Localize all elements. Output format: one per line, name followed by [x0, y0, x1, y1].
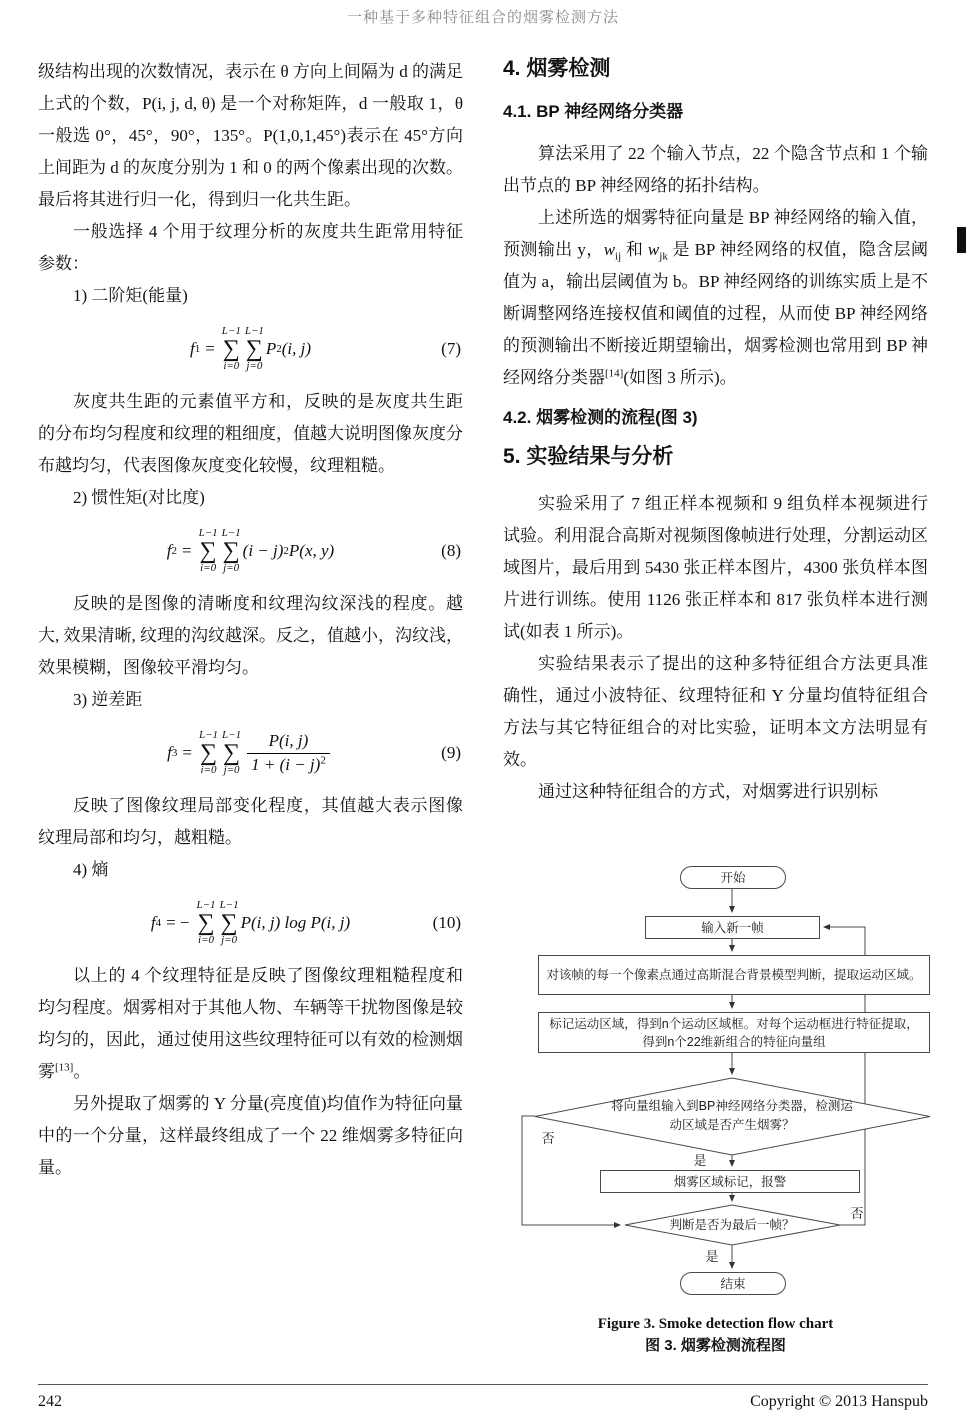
- flow-input-frame-node: 输入新一帧: [645, 916, 820, 939]
- sum-operator: L−1 ∑ j=0: [219, 898, 239, 947]
- page-footer: [38, 1384, 928, 1411]
- paragraph: 以上的 4 个纹理特征是反映了图像纹理粗糙程度和均匀程度。烟雾相对于其他人物、车辆等干扰物图像是较均匀的，因此，通过使用这些纹理特征可以有效的检测烟雾[13]。: [38, 966, 463, 1081]
- equation-body: f 2 = L−1 ∑ i=0 L−1 ∑ j=0 (i − j) 2 P(x, y): [166, 526, 335, 575]
- page-number: 242: [38, 1393, 62, 1410]
- paragraph: 反映的是图像的清晰度和纹理沟纹深浅的程度。越大, 效果清晰, 纹理的沟纹越深。反之，值越小，沟纹浅，效果模糊，图像较平滑均匀。: [38, 594, 463, 677]
- flow-background-model-node: 对该帧的每一个像素点通过高斯混合背景模型判断，提取运动区域。: [538, 955, 930, 995]
- citation-13: [13]: [55, 1061, 74, 1074]
- sum-operator: L−1 ∑ i=0: [198, 526, 218, 575]
- label-no-smoke: 否: [541, 1131, 555, 1146]
- formula-entropy: [38, 894, 463, 952]
- paragraph: 实验结果表示了提出的这种多特征组合方法更具准确性，通过小波特征、纹理特征和 Y 分量均值特征组合方法与其它特征组合的对比实验，证明本文方法明显有效。: [503, 654, 928, 769]
- citation-14: [14]: [605, 367, 624, 380]
- paragraph: 通过这种特征组合的方式，对烟雾进行识别标: [538, 782, 878, 801]
- equation-body: f 4 = − L−1 ∑ i=0 L−1 ∑ j=0 P(i, j) log P(i, j): [150, 898, 351, 947]
- section-heading-4-2: 4.2. 烟雾检测的流程(图 3): [503, 408, 698, 427]
- paragraph: 反映了图像纹理局部变化程度，其值越大表示图像纹理局部和均匀，越粗糙。: [38, 796, 463, 847]
- equation-number: (7): [441, 339, 461, 358]
- list-item-energy: 1) 二阶矩(能量): [73, 286, 188, 305]
- equation-number: (10): [432, 913, 461, 932]
- list-item-entropy: 4) 熵: [73, 860, 109, 879]
- equation-number: (9): [441, 743, 461, 762]
- paragraph: 级结构出现的次数情况，表示在 θ 方向上间隔为 d 的满足上式的个数，P(i, j, d, θ) 是一个对称矩阵，d 一般取 1，θ 一般选 0°，45°，90°，135°。P(1,0,1,45°)表示在 45°方向上间距为 d 的灰度分别为 1 和 0 的两个像素出现的次数。最后将其进行归一化，得到归一化共生距。: [38, 62, 463, 209]
- paragraph: 上述所选的烟雾特征向量是 BP 神经网络的输入值，预测输出 y，$w_{ij}$ 和 $w_{jk}$ 是 BP 神经网络的权值，隐含层阈值为 a，输出层阈值为 b。BP 神经网络的训练实质上是不断调整网络连接权值和阈值的过程，从而使 BP 神经网络的预测输出不断接近期望输出，烟雾检测也常用到 BP 神经网络分类器[14](如图 3 所示)。: [503, 208, 929, 387]
- paragraph: 一般选择 4 个用于纹理分析的灰度共生距常用特征参数：: [38, 222, 463, 273]
- fraction: $\frac{P(i, j)}{1 + (i - j)^2}$: [247, 730, 330, 777]
- label-no-lastframe: 否: [850, 1206, 864, 1221]
- sum-operator: L−1 ∑ j=0: [222, 728, 242, 777]
- section-heading-4: 4. 烟雾检测: [503, 57, 611, 80]
- list-item-idm: 3) 逆差距: [73, 690, 143, 709]
- scan-edge-artifact: [957, 227, 966, 253]
- equation-body: f 1 = L−1 ∑ i=0 L−1 ∑ j=0 P 2 (i, j): [189, 324, 312, 373]
- list-item-inertia: 2) 惯性矩(对比度): [73, 488, 205, 507]
- paragraph: 实验采用了 7 组正样本视频和 9 组负样本视频进行试验。利用混合高斯对视频图像帧进行处理，分割运动区域图片，最后用到 5430 张正样本图片，4300 张负样本图片进行训练。使用 1126 张正样本和 817 张负样本进行测试(如表 1 所示)。: [503, 494, 928, 641]
- flow-feature-extraction-node: 标记运动区域，得到n个运动区域框。对每个运动框进行特征提取，得到n个22维新组合的特征向量组: [538, 1012, 930, 1053]
- sum-operator: L−1 ∑ j=0: [244, 324, 264, 373]
- equation-body: f 3 = L−1 ∑ i=0 L−1 ∑ j=0 $\frac{P(i, j)}{1 + (i - j)^2}$: [167, 730, 334, 777]
- running-header-title: 一种基于多种特征组合的烟雾检测方法: [346, 10, 619, 26]
- copyright-notice: Copyright © 2013 Hanspub: [750, 1393, 928, 1410]
- sum-operator: L−1 ∑ i=0: [221, 324, 241, 373]
- flow-alarm-node: 烟雾区域标记，报警: [600, 1170, 860, 1193]
- flow-decision-lastframe-label: 判断是否为最后一帧？: [669, 1218, 795, 1232]
- label-yes-lastframe: 是: [705, 1249, 719, 1264]
- sum-operator: L−1 ∑ i=0: [196, 898, 216, 947]
- section-heading-5: 5. 实验结果与分析: [503, 445, 674, 468]
- flow-decision-smoke-label: 将向量组输入到BP神经网络分类器，检测运动区域是否产生烟雾？: [611, 1099, 853, 1132]
- paragraph: 另外提取了烟雾的 Y 分量(亮度值)均值作为特征向量中的一个分量，这样最终组成了一个 22 维烟雾多特征向量。: [38, 1094, 463, 1177]
- formula-inverse-difference: [38, 724, 463, 782]
- flow-start-node: 开始: [680, 866, 786, 889]
- formula-energy: [38, 320, 463, 378]
- formula-contrast: [38, 522, 463, 580]
- left-column: [38, 56, 463, 1184]
- sum-operator: L−1 ∑ j=0: [221, 526, 241, 575]
- paragraph: 算法采用了 22 个输入节点，22 个隐含节点和 1 个输出节点的 BP 神经网络的拓扑结构。: [503, 144, 928, 195]
- figure-3-caption: [503, 1314, 928, 1356]
- figure-caption-english: Figure 3. Smoke detection flow chart: [597, 1316, 834, 1332]
- equation-number: (8): [441, 541, 461, 560]
- flow-end-node: 结束: [680, 1272, 786, 1295]
- right-column: [503, 56, 928, 808]
- label-yes-smoke: 是: [693, 1153, 707, 1168]
- section-heading-4-1: 4.1. BP 神经网络分类器: [503, 102, 684, 121]
- figure-caption-chinese: 图 3. 烟雾检测流程图: [645, 1337, 786, 1354]
- paragraph: 灰度共生距的元素值平方和，反映的是灰度共生距的分布均匀程度和纹理的粗细度，值越大说明图像灰度分布越均匀，代表图像灰度变化较慢，纹理粗糙。: [38, 392, 463, 475]
- smoke-detection-flowchart: [500, 862, 935, 1302]
- sum-operator: L−1 ∑ i=0: [199, 728, 219, 777]
